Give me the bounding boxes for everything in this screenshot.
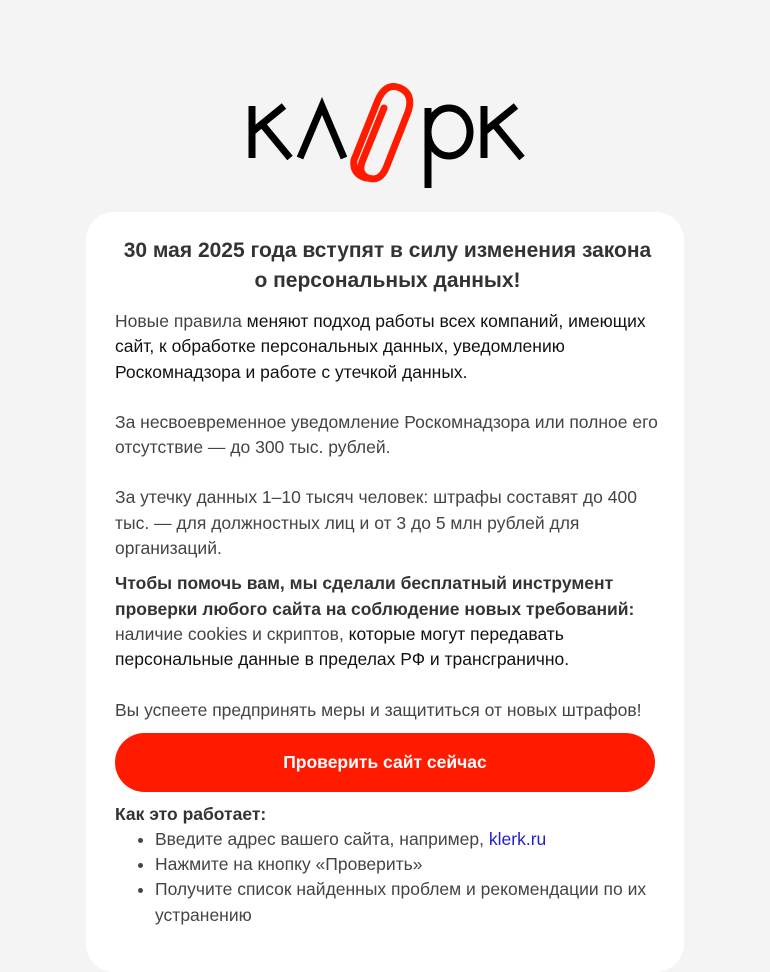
message-card [86, 212, 684, 972]
intro-paragraph [115, 309, 660, 385]
step-2: • Нажмите на кнопку «Проверить» [155, 852, 660, 877]
closing-paragraph: Вы успеете предпринять меры и защититься от новых штрафов! [115, 699, 642, 720]
step-3: • Получите список найденных проблем и рекомендации по их устранению [155, 877, 660, 928]
step-1 [155, 827, 660, 852]
how-it-works-title: Как это работает: [115, 803, 267, 824]
tool-transfer: которые могут передавать персональные данные в пределах РФ и трансгранично. [115, 623, 570, 670]
intro-lead: Новые правила [115, 311, 242, 331]
tool-cookies: наличие cookies и скриптов, [115, 623, 344, 644]
example-link[interactable]: klerk.ru [488, 828, 547, 849]
logo[interactable] [0, 78, 770, 198]
klerk-logo-icon [240, 78, 530, 198]
step-1-text: Введите адрес вашего сайта, например, [155, 828, 485, 849]
tool-intro: Чтобы помочь вам, мы сделали бесплатный инструмент проверки любого сайта на соблюдение новых требований: [115, 573, 635, 619]
intro-rest: меняют подход работы всех компаний, имеющих сайт, к обработке персональных данных, уведомлению Роскомнадзора и работе с утечкой данных. [115, 311, 646, 382]
steps-list [115, 827, 660, 928]
headline: 30 мая 2025 года вступят в силу изменения закона о персональных данных! [123, 239, 652, 292]
tool-paragraph [115, 571, 660, 672]
fine-notification-paragraph: За несвоевременное уведомление Роскомнадзора или полное его отсутствие — до 300 тыс. рублей. [115, 411, 658, 458]
check-site-button[interactable]: Проверить сайт сейчас [115, 733, 655, 792]
fine-leak-paragraph: За утечку данных 1–10 тысяч человек: штрафы составят до 400 тыс. — для должностных лиц и от 3 до 5 млн рублей для организаций. [115, 487, 637, 559]
